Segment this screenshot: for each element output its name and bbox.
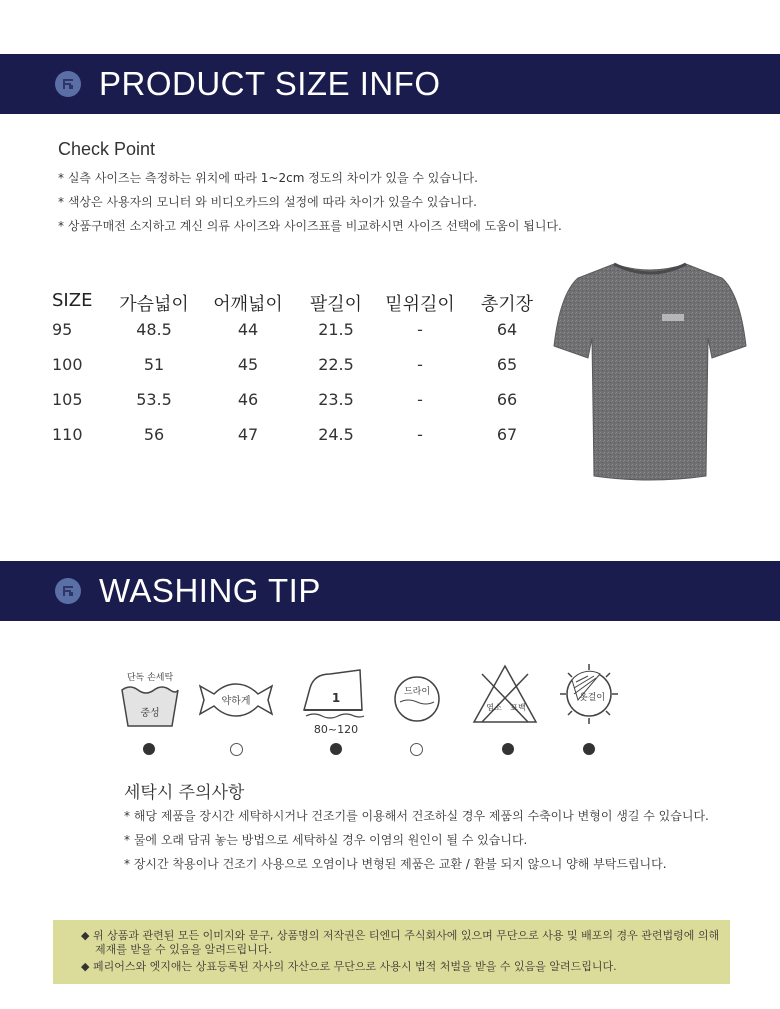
copyright-line: ◆ 위 상품과 관련된 모든 이미지와 문구, 상품명의 저작권은 티엔디 주식회사에 있으며 무단으로 사용 및 배포의 경우 관련법령에 의해: [81, 929, 720, 942]
header-cell: 총기장: [480, 294, 534, 315]
table-cell: -: [417, 425, 423, 444]
iron-level-label: 1: [331, 691, 341, 705]
header-cell: 가슴넓이: [119, 294, 189, 315]
hang-dry-label: 옷걸이: [578, 693, 606, 703]
tshirt-product-image: [552, 260, 748, 482]
table-cell: -: [417, 355, 423, 374]
iron-indicator: [330, 743, 342, 755]
table-cell: 47: [237, 425, 259, 444]
mild-wash-indicator: [230, 743, 243, 756]
table-cell: -: [417, 320, 423, 339]
iron-temp-label: 80~120: [313, 723, 359, 736]
table-cell: 45: [237, 355, 259, 374]
caution-note: * 물에 오래 담궈 놓는 방법으로 세탁하실 경우 이염의 원인이 될 수 있습니다.: [124, 833, 528, 847]
check-point-title: Check Point: [58, 139, 156, 159]
caution-title: 세탁시 주의사항: [124, 783, 245, 803]
table-cell: 110: [52, 425, 83, 444]
check-note: * 상품구매전 소지하고 계신 의류 사이즈와 사이즈표를 비교하시면 사이즈 선택에 도움이 됩니다.: [58, 219, 562, 233]
table-cell: 95: [52, 320, 73, 339]
no-bleach-indicator: [502, 743, 514, 755]
table-cell: 46: [237, 390, 259, 409]
table-cell: 51: [143, 355, 165, 374]
iron-icon: [300, 666, 370, 738]
copyright-line: 제재를 받을 수 있음을 알려드립니다.: [95, 943, 272, 956]
no-bleach-left-label: 염소: [486, 703, 502, 712]
caution-note: * 장시간 착용이나 건조기 사용으로 오염이나 변형된 제품은 교환 / 환불 되지 않으니 양해 부탁드립니다.: [124, 857, 667, 871]
no-bleach-icon: [472, 664, 538, 724]
mild-wash-icon: [198, 680, 274, 720]
copyright-notice: [53, 920, 730, 984]
brand-logo-icon: [55, 578, 81, 604]
table-cell: 67: [496, 425, 518, 444]
table-cell: 23.5: [318, 390, 354, 409]
hang-dry-icon: [558, 660, 620, 730]
dry-clean-icon: [392, 674, 442, 724]
size-info-title: PRODUCT SIZE INFO: [99, 65, 441, 102]
table-cell: 100: [52, 355, 83, 374]
table-cell: 53.5: [136, 390, 172, 409]
washing-tip-title: WASHING TIP: [99, 572, 321, 609]
no-bleach-right-label: 표백: [510, 703, 526, 712]
table-cell: 24.5: [318, 425, 354, 444]
mild-wash-label: 약하게: [221, 696, 251, 707]
header-cell: 어깨넓이: [213, 294, 283, 315]
washing-tip-banner: [0, 561, 780, 621]
hand-wash-top-label: 단독 손세탁: [126, 673, 174, 683]
table-cell: 22.5: [318, 355, 354, 374]
brand-logo-icon: [55, 71, 81, 97]
dry-clean-indicator: [410, 743, 423, 756]
table-cell: 44: [237, 320, 259, 339]
dry-clean-label: 드라이: [403, 687, 431, 697]
hang-dry-indicator: [583, 743, 595, 755]
header-cell: 밑위길이: [385, 294, 455, 315]
caution-note: * 해당 제품을 장시간 세탁하시거나 건조기를 이용해서 건조하실 경우 제품의 수축이나 변형이 생길 수 있습니다.: [124, 809, 709, 823]
table-cell: 56: [143, 425, 165, 444]
hand-wash-indicator: [143, 743, 155, 755]
header-cell: SIZE: [52, 290, 93, 311]
table-cell: 66: [496, 390, 518, 409]
hand-wash-icon: [118, 668, 182, 734]
check-point-notes: [58, 166, 562, 238]
table-cell: 64: [496, 320, 518, 339]
trademark-line: ◆ 페리어스와 엣지애는 상표등록된 자사의 자산으로 무단으로 사용시 법적 처벌을 받을 수 있음을 알려드립니다.: [81, 960, 617, 973]
size-info-banner: [0, 54, 780, 114]
check-note: * 색상은 사용자의 모니터 와 비디오카드의 설정에 따라 차이가 있을수 있습니다.: [58, 195, 477, 209]
check-note: * 실측 사이즈는 측정하는 위치에 따라 1~2cm 정도의 차이가 있을 수 있습니다.: [58, 171, 478, 185]
table-cell: -: [417, 390, 423, 409]
header-cell: 팔길이: [309, 294, 363, 315]
caution-notes: [124, 804, 709, 876]
table-cell: 21.5: [318, 320, 354, 339]
hand-wash-bottom-label: 중성: [140, 708, 160, 719]
table-cell: 48.5: [136, 320, 172, 339]
table-cell: 65: [496, 355, 518, 374]
table-cell: 105: [52, 390, 83, 409]
